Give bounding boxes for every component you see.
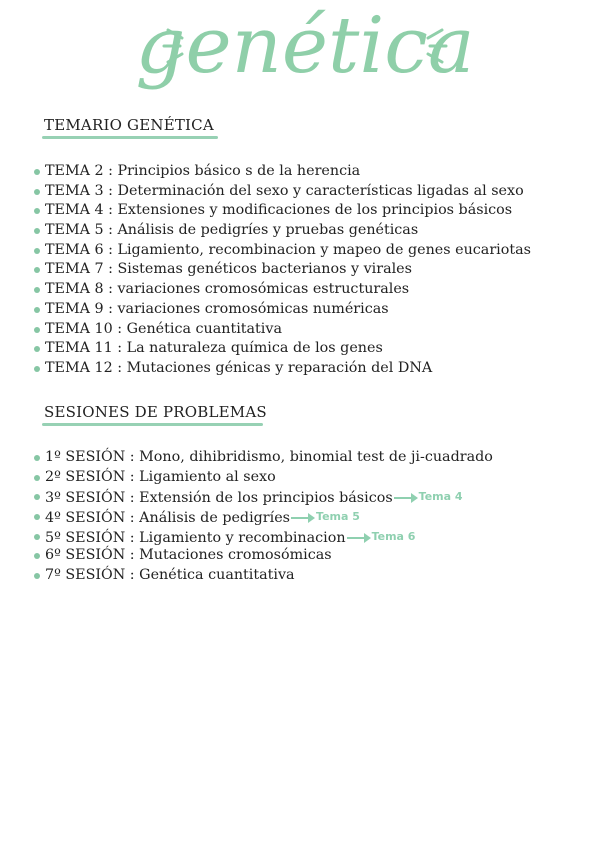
- arrow-right-icon: [347, 533, 371, 543]
- list-item-text: TEMA 4 : Extensiones y modificaciones de los principios básicos: [45, 202, 513, 219]
- list-item-text: TEMA 11 : La naturaleza química de los genes: [45, 340, 383, 357]
- bullet-icon: [34, 494, 40, 500]
- temario-list: [34, 162, 531, 379]
- handwritten-note: Tema 4: [418, 490, 463, 504]
- list-item-text: TEMA 5 : Análisis de pedigríes y pruebas genéticas: [45, 222, 419, 239]
- list-item: [34, 507, 493, 527]
- list-item: [34, 527, 493, 547]
- handwritten-note: Tema 6: [371, 529, 416, 543]
- list-item: [34, 320, 531, 340]
- list-item-text: TEMA 3 : Determinación del sexo y características ligadas al sexo: [45, 182, 524, 199]
- list-item-text: TEMA 6 : Ligamiento, recombinacion y mapeo de genes eucariotas: [45, 241, 531, 258]
- bullet-icon: [34, 267, 40, 273]
- bullet-icon: [34, 455, 40, 461]
- list-item: [34, 260, 531, 280]
- sesiones-list: [34, 448, 493, 586]
- title-graphic: [135, 1, 475, 103]
- list-item-text: TEMA 10 : Genética cuantitativa: [45, 320, 282, 337]
- list-item-text: 5º SESIÓN : Ligamiento y recombinacion: [45, 529, 346, 546]
- list-item: [34, 162, 531, 182]
- list-item: [34, 221, 531, 241]
- bullet-icon: [34, 228, 40, 234]
- sesiones-heading-underline: [42, 423, 263, 426]
- bullet-icon: [34, 366, 40, 372]
- bullet-icon: [34, 248, 40, 254]
- sesiones-heading-label: SESIONES DE PROBLEMAS: [44, 403, 267, 421]
- bullet-icon: [34, 346, 40, 352]
- list-item-text: 1º SESIÓN : Mono, dihibridismo, binomial test de ji-cuadrado: [45, 449, 493, 465]
- temario-heading: [44, 116, 214, 134]
- list-item: [34, 468, 493, 488]
- list-item-text: TEMA 12 : Mutaciones génicas y reparación del DNA: [45, 359, 433, 376]
- list-item: [34, 300, 531, 320]
- list-item: [34, 201, 531, 221]
- list-item-text: 7º SESIÓN : Genética cuantitativa: [45, 567, 295, 584]
- list-item: [34, 182, 531, 202]
- list-item-text: 2º SESIÓN : Ligamiento al sexo: [45, 468, 276, 485]
- bullet-icon: [34, 534, 40, 540]
- list-item: [34, 241, 531, 261]
- page-title: [135, 1, 475, 103]
- list-item-text: 6º SESIÓN : Mutaciones cromosómicas: [45, 547, 332, 564]
- arrow-right-icon: [394, 493, 418, 503]
- handwritten-note: Tema 5: [316, 510, 360, 524]
- list-item: [34, 448, 493, 468]
- list-item-text: TEMA 9 : variaciones cromosómicas numéricas: [45, 300, 389, 317]
- arrow-right-icon: [291, 513, 315, 523]
- temario-heading-label: TEMARIO GENÉTICA: [44, 116, 214, 134]
- bullet-icon: [34, 514, 40, 520]
- temario-heading-underline: [42, 136, 218, 139]
- list-item-text: TEMA 2 : Principios básico s de la herencia: [45, 163, 361, 179]
- list-item-text: TEMA 8 : variaciones cromosómicas estructurales: [45, 281, 410, 298]
- sesiones-heading: [44, 403, 267, 421]
- list-item: [34, 566, 493, 586]
- list-item-text: 4º SESIÓN : Análisis de pedigríes: [45, 510, 291, 527]
- list-item-text: TEMA 7 : Sistemas genéticos bacterianos y virales: [45, 261, 412, 278]
- bullet-icon: [34, 553, 40, 559]
- bullet-icon: [34, 307, 40, 313]
- bullet-icon: [34, 287, 40, 293]
- title-text: genética: [135, 1, 475, 91]
- list-item: [34, 487, 493, 507]
- list-item: [34, 546, 493, 566]
- bullet-icon: [34, 189, 40, 195]
- bullet-icon: [34, 169, 40, 175]
- bullet-icon: [34, 475, 40, 481]
- list-item: [34, 339, 531, 359]
- list-item-text: 3º SESIÓN : Extensión de los principios básicos: [45, 490, 393, 507]
- bullet-icon: [34, 573, 40, 579]
- list-item: [34, 280, 531, 300]
- bullet-icon: [34, 327, 40, 333]
- list-item: [34, 359, 531, 379]
- bullet-icon: [34, 208, 40, 214]
